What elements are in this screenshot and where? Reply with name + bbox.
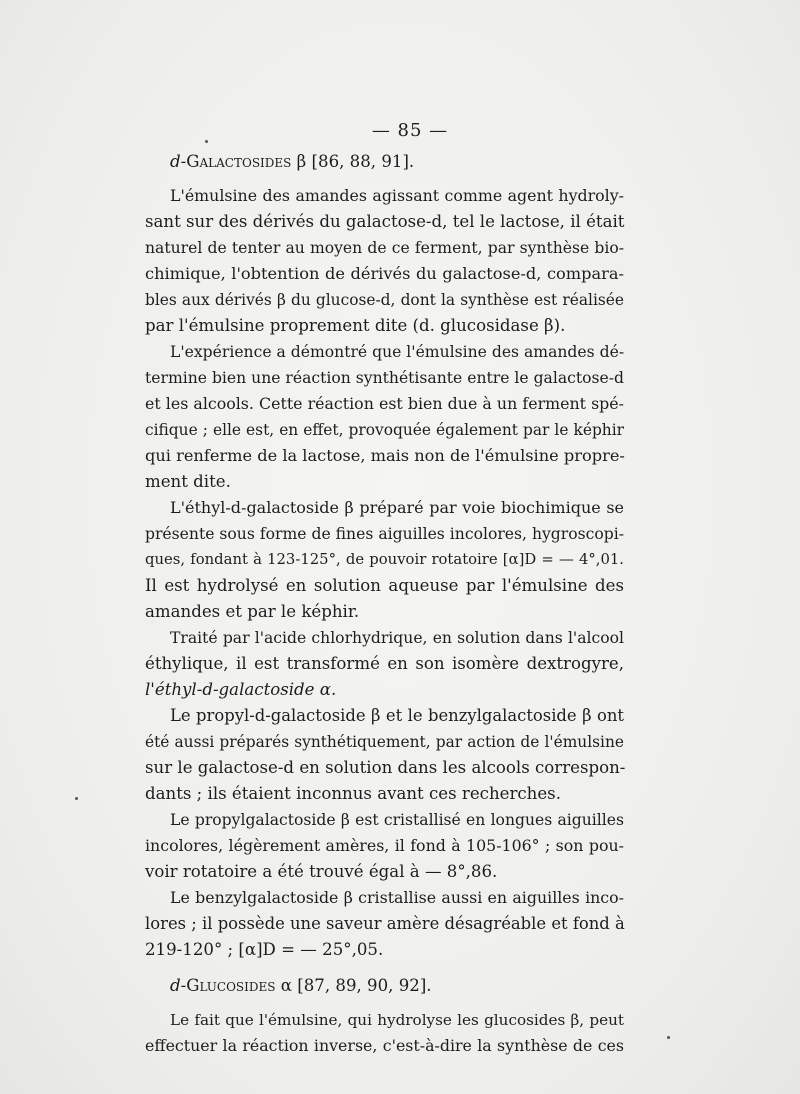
text-line: naturel de tenter au moyen de ce ferment, par synthèse bio- bbox=[145, 239, 624, 257]
text-line: Le propylgalactoside β est cristallisé en longues aiguilles bbox=[170, 811, 624, 829]
text-line: amandes et par le képhir. bbox=[145, 602, 360, 621]
text-line: chimique, l'obtention de dérivés du galactose-d, compara- bbox=[145, 264, 624, 283]
text-line: voir rotatoire a été trouvé égal à — 8°,86. bbox=[145, 862, 498, 881]
text-line: effectuer la réaction inverse, c'est-à-dire la synthèse de ces bbox=[145, 1036, 624, 1055]
text-line: Le fait que l'émulsine, qui hydrolyse les glucosides β, peut bbox=[170, 1011, 624, 1029]
text-line: incolores, légèrement amères, il fond à 105-106° ; son pou- bbox=[145, 836, 624, 855]
heading-prefix: d- bbox=[170, 976, 187, 995]
section-heading-galactosides bbox=[170, 149, 414, 175]
text-line: qui renferme de la lactose, mais non de l'émulsine propre- bbox=[145, 446, 625, 465]
text-line: et les alcools. Cette réaction est bien due à un ferment spé- bbox=[145, 394, 624, 413]
page-number: — 85 — bbox=[371, 120, 449, 141]
scan-speck bbox=[667, 1036, 670, 1039]
text-line: par l'émulsine proprement dite (d. glucosidase β). bbox=[145, 316, 566, 335]
text-line: 219-120° ; [α]D = — 25°,05. bbox=[145, 940, 384, 959]
text-line: bles aux dérivés β du glucose-d, dont la synthèse est réalisée bbox=[145, 291, 624, 309]
heading-refs: α [87, 89, 90, 92]. bbox=[275, 976, 432, 995]
scan-speck bbox=[205, 140, 208, 143]
text-line: l'éthyl-d-galactoside α. bbox=[145, 680, 337, 699]
text-line: L'éthyl-d-galactoside β préparé par voie biochimique se bbox=[170, 498, 624, 517]
section-heading-glucosides bbox=[170, 973, 432, 999]
text-line: été aussi préparés synthétiquement, par action de l'émulsine bbox=[145, 733, 624, 751]
text-line: sur le galactose-d en solution dans les alcools correspon- bbox=[145, 758, 626, 777]
text-line: Le benzylgalactoside β cristallise aussi en aiguilles inco- bbox=[170, 888, 624, 907]
heading-title: Galactosides bbox=[186, 152, 292, 171]
text-line: cifique ; elle est, en effet, provoquée également par le képhir bbox=[145, 421, 624, 439]
text-line: ques, fondant à 123-125°, de pouvoir rotatoire [α]D = — 4°,01. bbox=[145, 551, 624, 568]
heading-title: Glucosides bbox=[186, 976, 276, 995]
text-line: Le propyl-d-galactoside β et le benzylgalactoside β ont bbox=[170, 706, 624, 725]
text-line: éthylique, il est transformé en son isomère dextrogyre, bbox=[145, 654, 624, 673]
heading-prefix: d- bbox=[170, 152, 187, 171]
text-line: lores ; il possède une saveur amère désagréable et fond à bbox=[145, 914, 625, 933]
text-line: L'émulsine des amandes agissant comme agent hydroly- bbox=[170, 186, 624, 205]
text-line: dants ; ils étaient inconnus avant ces recherches. bbox=[145, 784, 561, 803]
text-line: sant sur des dérivés du galactose-d, tel le lactose, il était bbox=[145, 212, 625, 231]
text-line: L'expérience a démontré que l'émulsine des amandes dé- bbox=[170, 343, 625, 361]
text-line: Il est hydrolysé en solution aqueuse par l'émulsine des bbox=[145, 576, 624, 595]
text-line: présente sous forme de fines aiguilles incolores, hygroscopi- bbox=[145, 525, 624, 543]
heading-refs: β [86, 88, 91]. bbox=[291, 152, 415, 171]
scan-speck bbox=[75, 797, 78, 800]
text-line: Traité par l'acide chlorhydrique, en solution dans l'alcool bbox=[170, 629, 624, 647]
text-line: termine bien une réaction synthétisante entre le galactose-d bbox=[145, 369, 624, 387]
text-line: ment dite. bbox=[145, 472, 231, 491]
